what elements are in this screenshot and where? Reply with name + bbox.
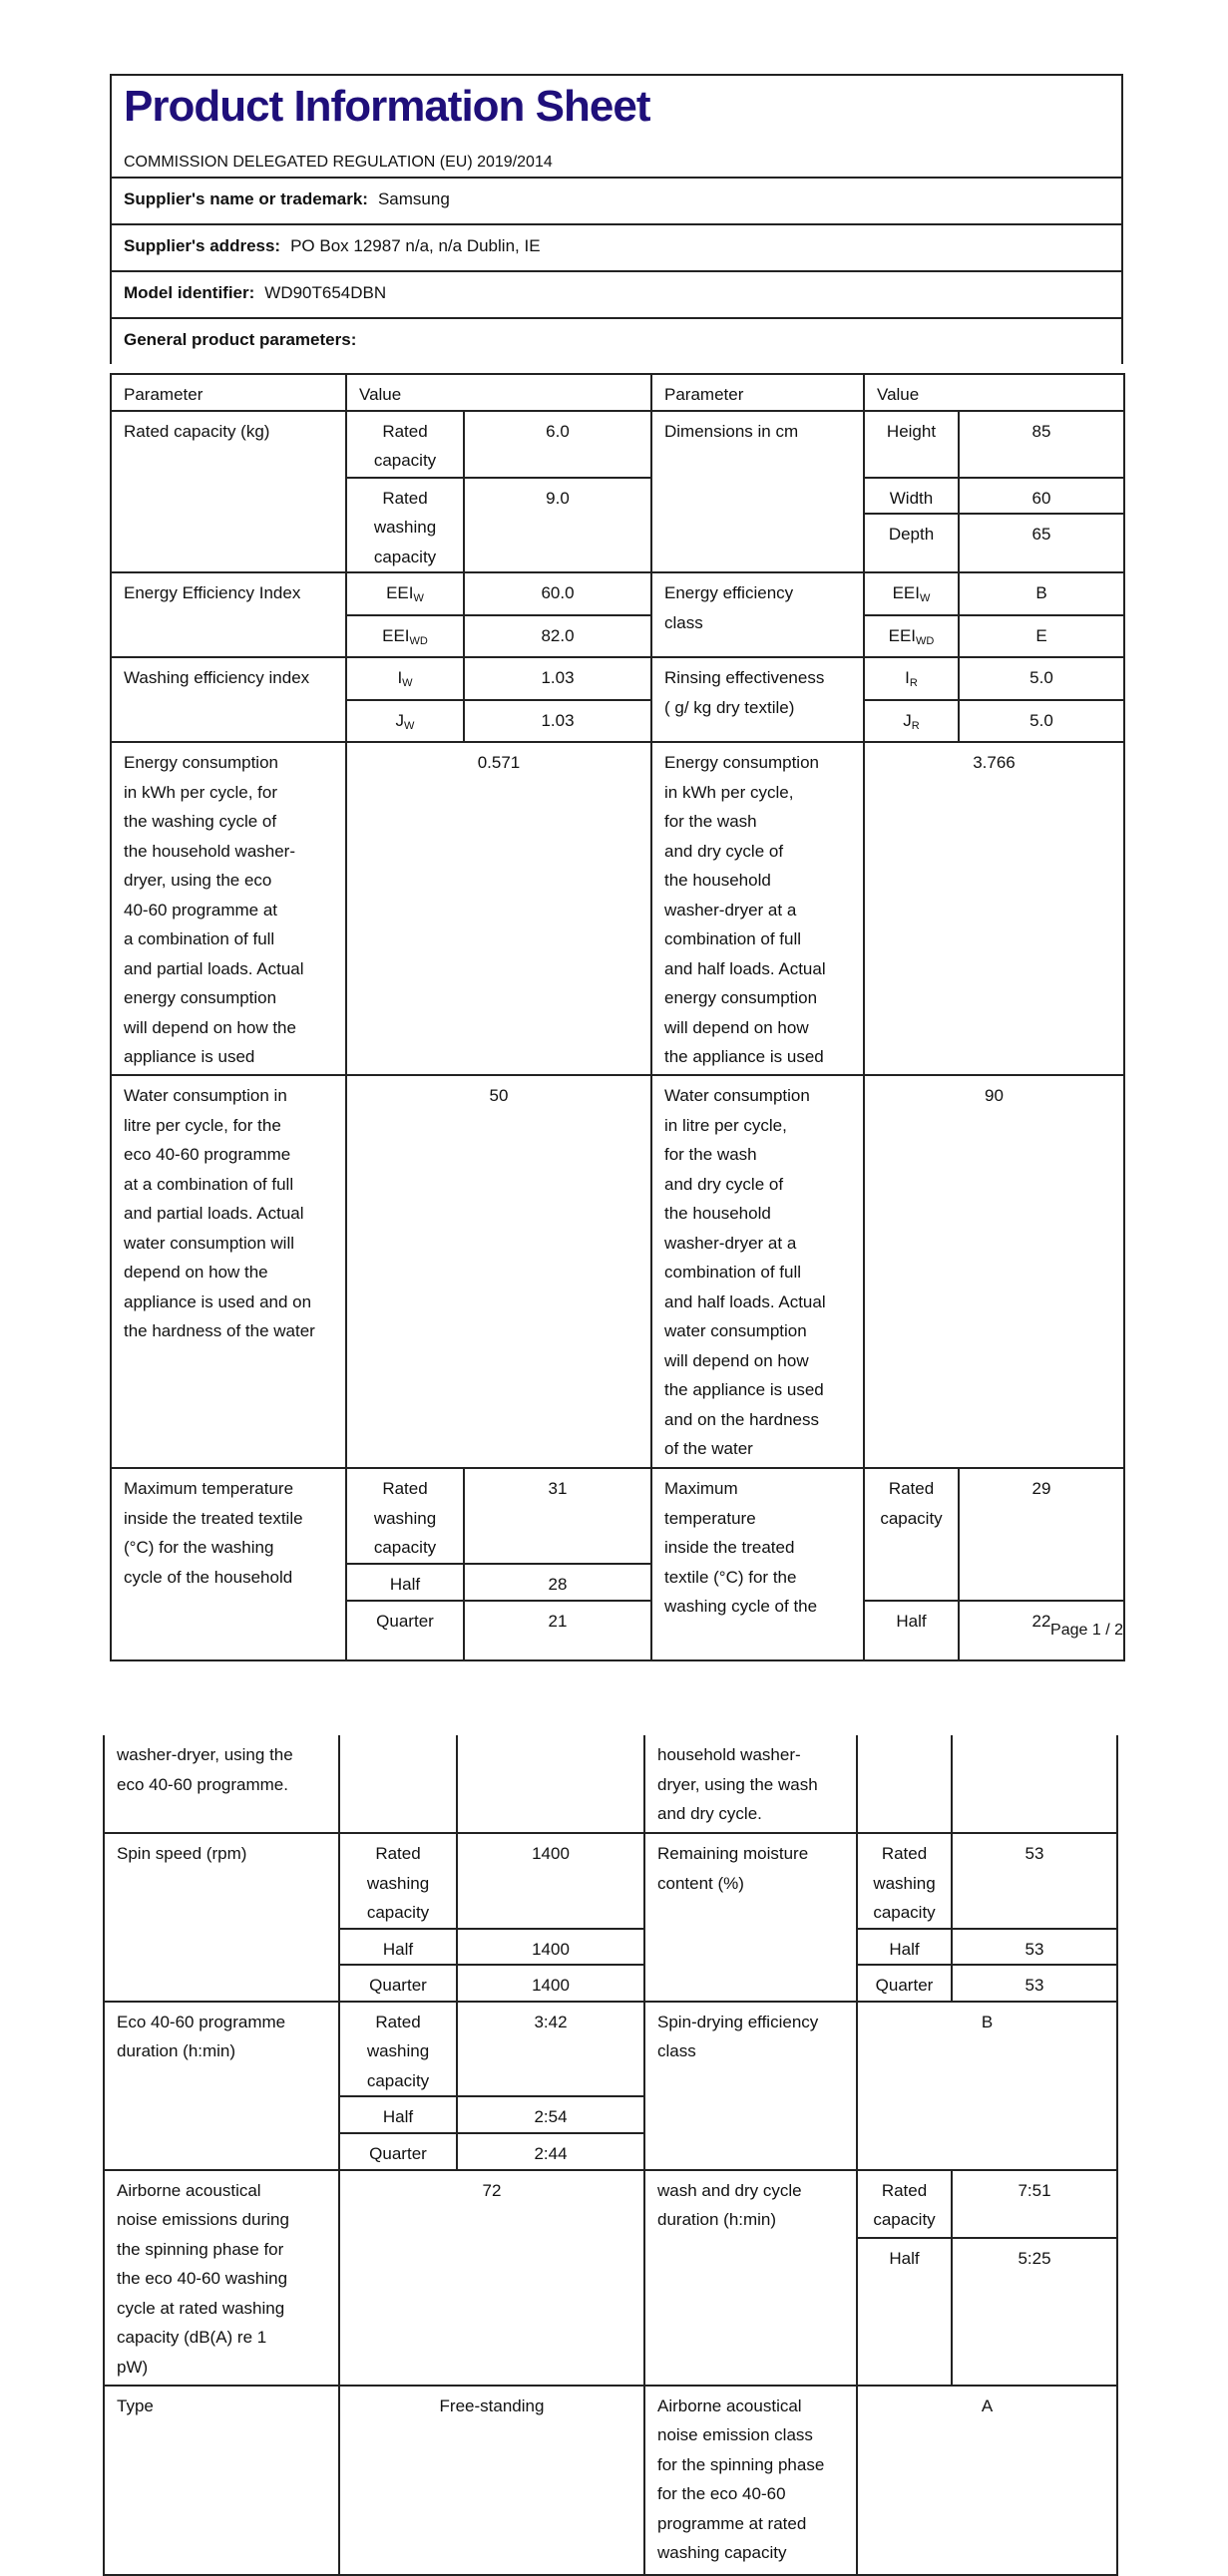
sheet-header xyxy=(110,74,1123,364)
empty-cell xyxy=(339,1735,457,1833)
width-value: 60 xyxy=(959,478,1124,515)
header-parameter: Parameter xyxy=(111,374,346,411)
general-heading-row xyxy=(112,317,1121,364)
moisture-rated-value: 53 xyxy=(952,1833,1117,1929)
moisture-label: Remaining moisture content (%) xyxy=(644,1833,857,2002)
parameters-table-page2 xyxy=(103,1735,1116,2563)
eei-wd-label: $EEI_{WD}$ xyxy=(346,615,464,658)
jw-value: 1.03 xyxy=(464,700,651,743)
dimensions-label: Dimensions in cm xyxy=(651,411,864,573)
spin-quarter-value: 1400 xyxy=(457,1965,644,2002)
spin-class-label: Spin-drying efficiency class xyxy=(644,2002,857,2170)
moisture-quarter-value: 53 xyxy=(952,1965,1117,2002)
temp-dry-label: Maximum temperature inside the treated textile (°C) for the washing cycle of the xyxy=(651,1468,864,1660)
rated-washing-capacity-sub: Rated washing capacity xyxy=(346,478,464,573)
washing-index-label: Washing efficiency index xyxy=(111,657,346,742)
temp-wash-rated-label: Rated washing capacity xyxy=(346,1468,464,1564)
general-heading: General product parameters: xyxy=(124,330,357,349)
eco-rated-label: Rated washing capacity xyxy=(339,2002,457,2097)
temp-wash-label: Maximum temperature inside the treated textile (°C) for the washing cycle of the household xyxy=(111,1468,346,1660)
rinsing-label: Rinsing effectiveness ( g/ kg dry textile) xyxy=(651,657,864,742)
wd-duration-label: wash and dry cycle duration (h:min) xyxy=(644,2170,857,2386)
eei-w-label: $EEI_W$ xyxy=(346,572,464,615)
rated-capacity-label: Rated capacity (kg) xyxy=(111,411,346,573)
temp-dry-rated-value: 29 xyxy=(959,1468,1124,1601)
water-dry-label: Water consumption in litre per cycle, for the wash and dry cycle of the household washer-dryer at a combination of full and half loads. Actual water consumption will depend on how the appliance is used and on the hardness of the water xyxy=(651,1075,864,1468)
moisture-quarter-label: Quarter xyxy=(857,1965,952,2002)
header-value: Value xyxy=(864,374,1124,411)
model-value: WD90T654DBN xyxy=(264,283,387,302)
spin-half-value: 1400 xyxy=(457,1929,644,1966)
water-wash-label: Water consumption in litre per cycle, for the eco 40-60 programme at a combination of full and partial loads. Actual water consumption will depend on how the appliance is used and on the hardness of the water xyxy=(111,1075,346,1468)
page-number: Page 1 / 2 xyxy=(1050,1622,1123,1639)
spin-rated-label: Rated washing capacity xyxy=(339,1833,457,1929)
supplier-address-row xyxy=(112,223,1121,270)
noise-value: 72 xyxy=(339,2170,644,2386)
jr-label: $J_R$ xyxy=(864,700,959,743)
energy-wash-label: Energy consumption in kWh per cycle, for the washing cycle of the household washer- dryer, using the eco 40-60 programme at a combination of full and partial loads. Actual energy consumption will depend on how the appliance is used xyxy=(111,742,346,1075)
supplier-address-value: PO Box 12987 n/a, n/a Dublin, IE xyxy=(290,236,541,255)
spin-quarter-label: Quarter xyxy=(339,1965,457,2002)
height-label: Height xyxy=(864,411,959,478)
ir-value: 5.0 xyxy=(959,657,1124,700)
spin-label: Spin speed (rpm) xyxy=(104,1833,339,2002)
spin-half-label: Half xyxy=(339,1929,457,1966)
eei-wd-value: 82.0 xyxy=(464,615,651,658)
temp-dry-rated-label: Rated capacity xyxy=(864,1468,959,1601)
temp-dry-half-label: Half xyxy=(864,1601,959,1660)
noise-label: Airborne acoustical noise emissions during the spinning phase for the eco 40-60 washing cycle at rated washing capacity (dB(A) re 1 pW) xyxy=(104,2170,339,2386)
eco-quarter-value: 2:44 xyxy=(457,2133,644,2170)
model-row xyxy=(112,270,1121,317)
jr-value: 5.0 xyxy=(959,700,1124,743)
temp-wash-rated-value: 31 xyxy=(464,1468,651,1564)
jw-label: $J_W$ xyxy=(346,700,464,743)
supplier-name-row xyxy=(112,177,1121,223)
temp-wash-quarter-value: 21 xyxy=(464,1601,651,1660)
empty-cell xyxy=(952,1735,1117,1833)
height-value: 85 xyxy=(959,411,1124,478)
eco-rated-value: 3:42 xyxy=(457,2002,644,2097)
noise-class-label: Airborne acoustical noise emission class for the spinning phase for the eco 40-60 programme at rated washing capacity xyxy=(644,2386,857,2575)
empty-cell xyxy=(857,1735,952,1833)
moisture-half-value: 53 xyxy=(952,1929,1117,1966)
rated-capacity-value: 6.0 xyxy=(464,411,651,478)
model-label: Model identifier: xyxy=(124,283,255,302)
wd-rated-value: 7:51 xyxy=(952,2170,1117,2238)
eei-w-value: 60.0 xyxy=(464,572,651,615)
depth-label: Depth xyxy=(864,514,959,572)
eec-wd-label: $EEI_{WD}$ xyxy=(864,615,959,658)
energy-wash-value: 0.571 xyxy=(346,742,651,1075)
eec-w-value: B xyxy=(959,572,1124,615)
energy-dry-label: Energy consumption in kWh per cycle, for the wash and dry cycle of the household washer-dryer at a combination of full and half loads. Actual energy consumption will depend on how the appliance is used xyxy=(651,742,864,1075)
eec-w-label: $EEI_W$ xyxy=(864,572,959,615)
page-title: Product Information Sheet xyxy=(124,82,650,131)
eec-label: Energy efficiency class xyxy=(651,572,864,657)
wd-half-label: Half xyxy=(857,2238,952,2386)
water-dry-value: 90 xyxy=(864,1075,1124,1468)
eco-duration-label: Eco 40-60 programme duration (h:min) xyxy=(104,2002,339,2170)
temp-wash-half-value: 28 xyxy=(464,1564,651,1601)
wd-rated-label: Rated capacity xyxy=(857,2170,952,2238)
noise-class-value: A xyxy=(857,2386,1117,2575)
energy-dry-value: 3.766 xyxy=(864,742,1124,1075)
eco-half-value: 2:54 xyxy=(457,2096,644,2133)
supplier-address-label: Supplier's address: xyxy=(124,236,281,255)
empty-cell xyxy=(457,1735,644,1833)
eei-label: Energy Efficiency Index xyxy=(111,572,346,657)
moisture-half-label: Half xyxy=(857,1929,952,1966)
eec-wd-value: E xyxy=(959,615,1124,658)
temp-wash-quarter-label: Quarter xyxy=(346,1601,464,1660)
temp-dry-half-value: 22 xyxy=(959,1601,1124,1660)
moisture-rated-label: Rated washing capacity xyxy=(857,1833,952,1929)
supplier-name-label: Supplier's name or trademark: xyxy=(124,189,368,208)
rated-capacity-sub: Rated capacity xyxy=(346,411,464,478)
rated-washing-capacity-value: 9.0 xyxy=(464,478,651,573)
depth-value: 65 xyxy=(959,514,1124,572)
spin-class-value: B xyxy=(857,2002,1117,2170)
iw-label: $I_W$ xyxy=(346,657,464,700)
type-label: Type xyxy=(104,2386,339,2575)
header-parameter: Parameter xyxy=(651,374,864,411)
supplier-name-value: Samsung xyxy=(377,189,450,208)
ir-label: $I_R$ xyxy=(864,657,959,700)
header-value: Value xyxy=(346,374,651,411)
temp-dry-label-cont: household washer- dryer, using the wash and dry cycle. xyxy=(644,1735,857,1833)
width-label: Width xyxy=(864,478,959,515)
type-value: Free-standing xyxy=(339,2386,644,2575)
spin-rated-value: 1400 xyxy=(457,1833,644,1929)
iw-value: 1.03 xyxy=(464,657,651,700)
wd-half-value: 5:25 xyxy=(952,2238,1117,2386)
eco-quarter-label: Quarter xyxy=(339,2133,457,2170)
water-wash-value: 50 xyxy=(346,1075,651,1468)
eco-half-label: Half xyxy=(339,2096,457,2133)
regulation: COMMISSION DELEGATED REGULATION (EU) 2019/2014 xyxy=(124,154,553,171)
temp-wash-half-label: Half xyxy=(346,1564,464,1601)
temp-wash-label-cont: washer-dryer, using the eco 40-60 programme. xyxy=(104,1735,339,1833)
